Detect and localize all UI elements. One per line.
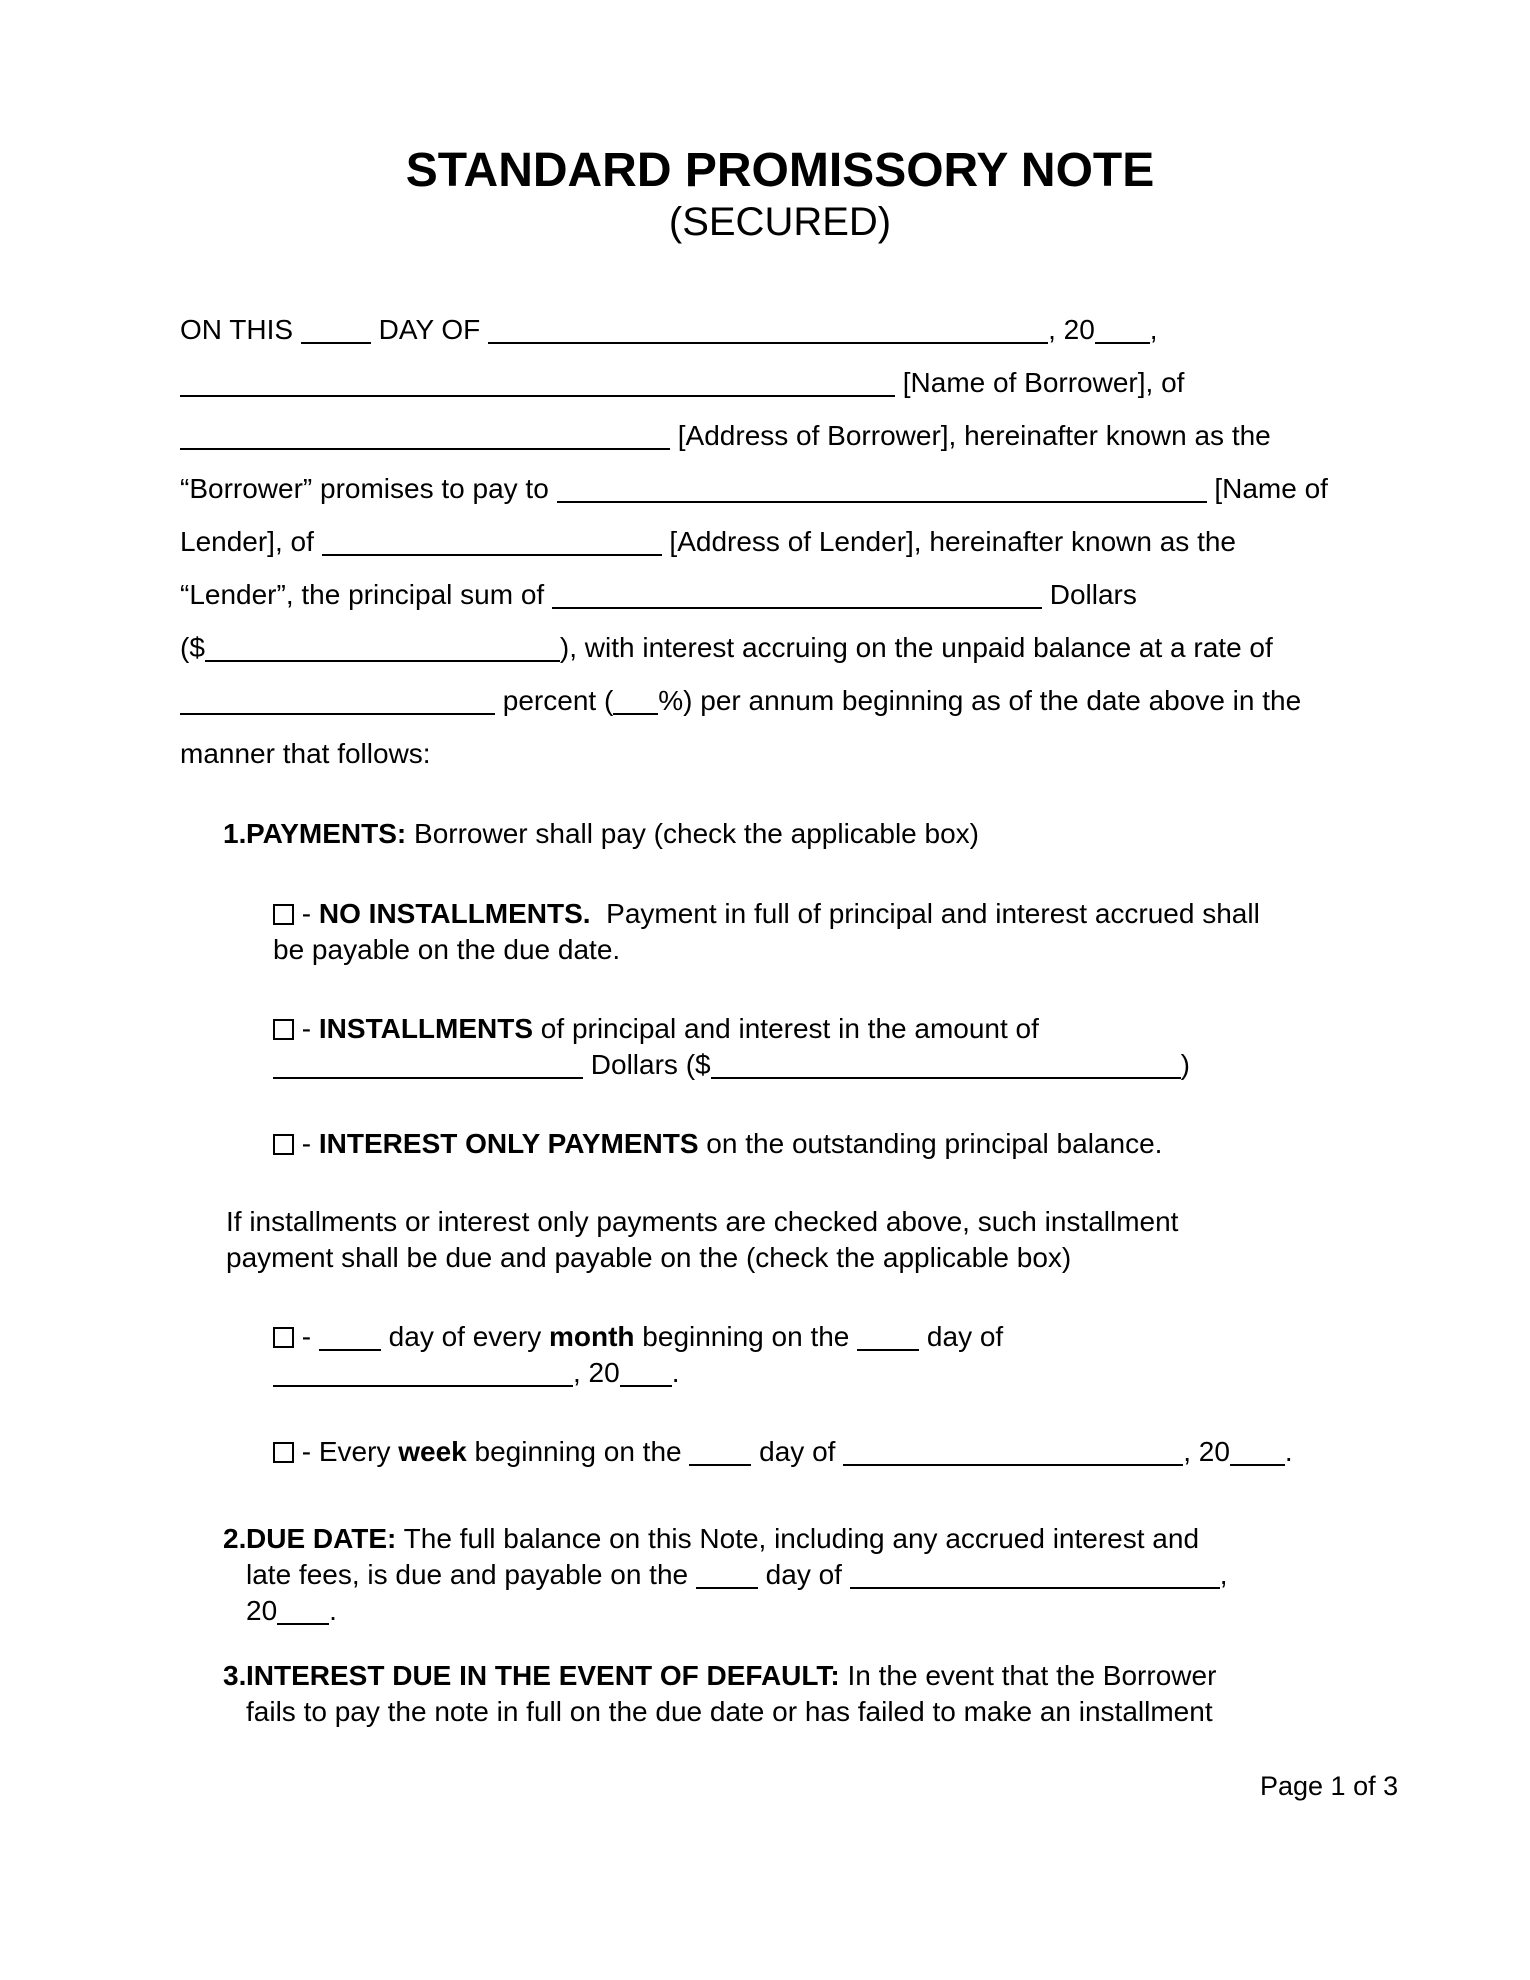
text-run: , 20 <box>1048 314 1095 345</box>
text-run: . <box>671 1357 680 1388</box>
blank-field[interactable] <box>552 602 1042 609</box>
text-run: [Name of Borrower], of <box>895 367 1185 398</box>
line <box>246 1694 1216 1730</box>
line <box>180 727 1328 780</box>
list-number: 3. <box>223 1660 247 1691</box>
line <box>180 621 1328 674</box>
text-run: - <box>294 1321 319 1352</box>
text-run: - <box>294 898 319 929</box>
document-title: STANDARD PROMISSORY NOTE <box>405 144 1155 197</box>
blank-field[interactable] <box>273 1380 573 1387</box>
line <box>273 1011 1190 1047</box>
text-run: [Address of Lender], hereinafter known as the <box>661 526 1236 557</box>
document-subtitle: (SECURED) <box>668 200 892 244</box>
blank-field[interactable] <box>277 1618 329 1625</box>
text-run: be payable on the due date. <box>273 934 621 965</box>
text-run: [Name of <box>1206 473 1328 504</box>
text-run: ON THIS <box>180 314 301 345</box>
text-run: beginning on the <box>634 1321 858 1352</box>
text-run: day of <box>751 1436 844 1467</box>
text-run: “Lender”, the principal sum of <box>180 579 552 610</box>
text-run: If installments or interest only payments are checked above, such installment <box>226 1206 1179 1237</box>
blank-field[interactable] <box>322 549 662 556</box>
text-run: day of every <box>380 1321 549 1352</box>
line <box>273 1047 1190 1083</box>
text-run: - <box>294 1013 319 1044</box>
line <box>273 1355 1003 1391</box>
list-number: 1. <box>223 818 247 849</box>
line <box>246 816 979 852</box>
line <box>180 462 1328 515</box>
blank-field[interactable] <box>1095 337 1150 344</box>
text-run: ($ <box>180 632 205 663</box>
checkbox[interactable] <box>273 1442 294 1463</box>
line <box>226 1240 1178 1276</box>
line <box>246 1557 1228 1593</box>
text-run: fails to pay the note in full on the due date or has failed to make an installment <box>246 1696 1213 1727</box>
line <box>180 303 1328 356</box>
text-run: . <box>329 1595 337 1626</box>
monthly-payment-option <box>273 1319 1003 1391</box>
checkbox[interactable] <box>273 904 294 925</box>
line <box>273 1434 1293 1470</box>
line <box>246 1658 1216 1694</box>
blank-field[interactable] <box>180 390 895 397</box>
text-run: INTEREST ONLY PAYMENTS <box>318 1128 699 1159</box>
blank-field[interactable] <box>205 655 560 662</box>
text-run: week <box>398 1436 467 1467</box>
line <box>180 409 1328 462</box>
opening-paragraph <box>180 303 1328 780</box>
blank-field[interactable] <box>696 1582 758 1589</box>
blank-field[interactable] <box>488 337 1048 344</box>
line <box>180 356 1328 409</box>
text-run: ), with interest accruing on the unpaid balance at a rate of <box>559 632 1273 663</box>
checkbox[interactable] <box>273 1134 294 1155</box>
line <box>180 568 1328 621</box>
text-run: on the outstanding principal balance. <box>698 1128 1163 1159</box>
text-run: INTEREST DUE IN THE EVENT OF DEFAULT: <box>246 1660 840 1691</box>
line <box>246 1521 1228 1557</box>
blank-field[interactable] <box>613 708 658 715</box>
text-run: beginning on the <box>466 1436 690 1467</box>
line <box>180 515 1328 568</box>
blank-field[interactable] <box>180 708 495 715</box>
text-run: - Every <box>294 1436 399 1467</box>
line <box>273 1319 1003 1355</box>
text-run: , <box>1149 314 1158 345</box>
payments-section <box>223 816 979 852</box>
payments-text <box>246 816 979 852</box>
text-run: [Address of Borrower], hereinafter known as the <box>670 420 1271 451</box>
blank-field[interactable] <box>850 1582 1220 1589</box>
blank-field[interactable] <box>319 1344 381 1351</box>
text-run: Dollars <box>1041 579 1137 610</box>
text-run: PAYMENTS: <box>246 818 407 849</box>
blank-field[interactable] <box>620 1380 672 1387</box>
text-run: . <box>1284 1436 1293 1467</box>
blank-field[interactable] <box>843 1459 1183 1466</box>
due-date-text <box>246 1521 1228 1629</box>
text-run: DAY OF <box>370 314 489 345</box>
text-run: The full balance on this Note, including any accrued interest and <box>396 1523 1200 1554</box>
text-run: , 20 <box>573 1357 620 1388</box>
text-run: Borrower shall pay (check the applicable box) <box>406 818 979 849</box>
text-run: month <box>548 1321 635 1352</box>
text-run: of principal and interest in the amount of <box>533 1013 1039 1044</box>
text-run: late fees, is due and payable on the <box>246 1559 696 1590</box>
blank-field[interactable] <box>857 1344 919 1351</box>
default-interest-section <box>223 1658 1217 1730</box>
line <box>246 1593 1228 1629</box>
text-run: Dollars ($ <box>583 1049 711 1080</box>
text-run: DUE DATE: <box>246 1523 397 1554</box>
line <box>273 896 1260 932</box>
no-installments-option <box>273 896 1260 968</box>
line <box>180 674 1328 727</box>
text-run: , <box>1219 1559 1228 1590</box>
blank-field[interactable] <box>1230 1459 1285 1466</box>
blank-field[interactable] <box>711 1072 1181 1079</box>
page-number: Page 1 of 3 <box>1260 1771 1399 1801</box>
checkbox[interactable] <box>273 1019 294 1040</box>
text-run: “Borrower” promises to pay to <box>180 473 557 504</box>
text-run: , 20 <box>1183 1436 1230 1467</box>
text-run: percent ( <box>495 685 614 716</box>
text-run: NO INSTALLMENTS. <box>318 898 591 929</box>
blank-field[interactable] <box>557 496 1207 503</box>
blank-field[interactable] <box>273 1072 583 1079</box>
line <box>273 1126 1162 1162</box>
text-run: %) per annum beginning as of the date above in the <box>658 685 1302 716</box>
text-run: In the event that the Borrower <box>839 1660 1217 1691</box>
schedule-intro-paragraph <box>226 1204 1178 1276</box>
text-run: day of <box>919 1321 1004 1352</box>
due-date-section <box>223 1521 1228 1629</box>
interest-only-option <box>273 1126 1162 1162</box>
blank-field[interactable] <box>180 443 670 450</box>
checkbox[interactable] <box>273 1327 294 1348</box>
line <box>273 932 1260 968</box>
text-run: day of <box>757 1559 850 1590</box>
text-run: Lender], of <box>180 526 322 557</box>
blank-field[interactable] <box>301 337 371 344</box>
text-run: ) <box>1180 1049 1190 1080</box>
installments-option <box>273 1011 1190 1083</box>
text-run: 20 <box>246 1595 278 1626</box>
text-run: payment shall be due and payable on the (check the applicable box) <box>226 1242 1072 1273</box>
default-interest-text <box>246 1658 1216 1730</box>
line <box>226 1204 1178 1240</box>
list-number: 2. <box>223 1523 247 1554</box>
text-run: Payment in full of principal and interest accrued shall <box>590 898 1260 929</box>
text-run: INSTALLMENTS <box>318 1013 534 1044</box>
weekly-payment-option <box>273 1434 1293 1470</box>
text-run: manner that follows: <box>180 738 431 769</box>
blank-field[interactable] <box>689 1459 751 1466</box>
text-run: - <box>294 1128 319 1159</box>
